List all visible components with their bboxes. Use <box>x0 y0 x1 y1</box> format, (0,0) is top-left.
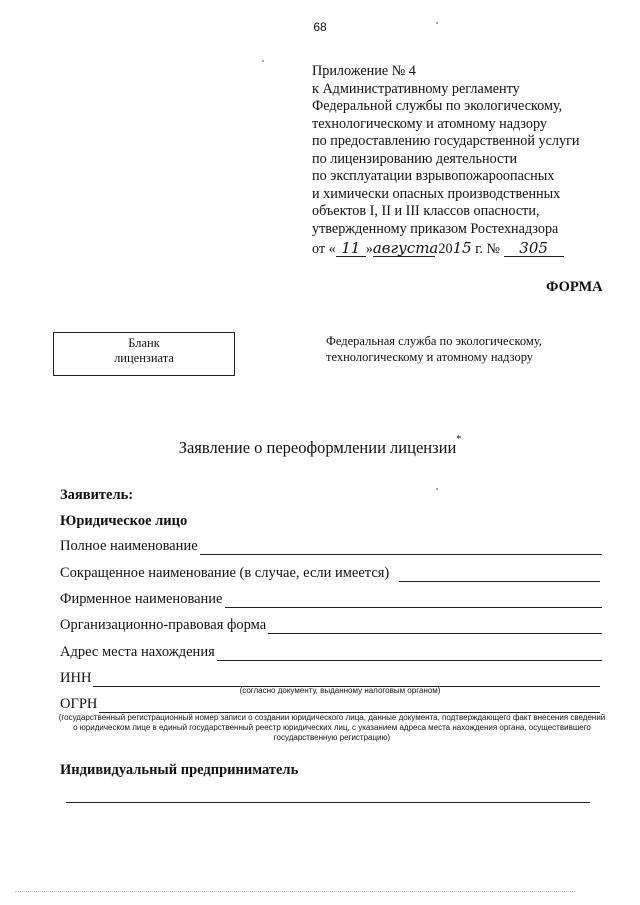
order-year: 15 <box>452 239 472 257</box>
document-title <box>0 434 640 458</box>
inn-field[interactable] <box>60 670 600 687</box>
individual-entrepreneur-label: Индивидуальный предприниматель <box>60 762 299 778</box>
address-label: Адрес места нахождения <box>60 644 215 660</box>
appendix-header <box>312 63 612 259</box>
ogrn-note-line-2: о юридическом лице в единый государственный реестр юридических лиц, с указанием адреса места нахождения органа, осуществившего <box>73 723 591 732</box>
appendix-line: по эксплуатации взрывопожароопасных <box>312 168 555 184</box>
ogrn-note-line-3: государственную регистрацию) <box>273 733 391 742</box>
form-label: ФОРМА <box>546 279 603 295</box>
short-name-label: Сокращенное наименование (в случае, если имеется) <box>60 565 390 581</box>
ogrn-note <box>58 713 606 743</box>
inn-note: (согласно документу, выданному налоговым органом) <box>239 686 441 695</box>
brand-name-label: Фирменное наименование <box>60 591 223 607</box>
legal-form-field[interactable] <box>60 617 602 634</box>
legal-form-line[interactable] <box>268 620 602 634</box>
agency-line-2: технологическому и атомному надзору <box>326 350 534 364</box>
fio-field[interactable] <box>60 789 590 803</box>
date-prefix: от « <box>312 241 336 257</box>
address-field[interactable] <box>60 644 602 661</box>
fio-line[interactable] <box>66 789 590 803</box>
agency-line-1: Федеральная служба по экологическому, <box>326 334 542 348</box>
licensee-letterhead-box <box>53 332 235 376</box>
full-name-field[interactable] <box>60 538 602 555</box>
appendix-line: Федеральной службы по экологическому, <box>312 98 563 114</box>
applicant-label: Заявитель: <box>60 487 134 503</box>
blank-line-2: лицензиата <box>114 351 174 365</box>
ogrn-line[interactable] <box>99 699 600 713</box>
legal-form-label: Организационно-правовая форма <box>60 617 267 633</box>
scan-speck <box>436 488 438 490</box>
ogrn-field[interactable] <box>60 696 600 713</box>
month-separator: » <box>365 241 373 257</box>
title-text: Заявление о переоформлении лицензии <box>178 438 457 457</box>
scan-speck <box>262 60 264 62</box>
ogrn-note-line-1: (государственный регистрационный номер записи о создании юридического лица, данные документа, подтверждающего факт внесения сведений <box>58 713 606 722</box>
appendix-line: объектов I, II и III классов опасности, <box>312 203 540 219</box>
scan-speck <box>436 22 438 24</box>
address-line[interactable] <box>217 647 602 661</box>
ogrn-label: ОГРН <box>60 696 98 712</box>
page-number: 68 <box>313 20 327 34</box>
inn-line[interactable] <box>93 673 600 687</box>
page-bottom-scan-edge <box>15 891 575 892</box>
full-name-line[interactable] <box>200 541 602 555</box>
order-day: 11 <box>336 241 366 257</box>
order-number: 305 <box>504 241 564 257</box>
inn-label: ИНН <box>60 670 92 686</box>
short-name-field[interactable] <box>60 565 600 582</box>
short-name-line[interactable] <box>399 568 600 582</box>
order-month: августа <box>372 239 439 257</box>
brand-name-line[interactable] <box>225 594 603 608</box>
appendix-line: технологическому и атомному надзору <box>312 115 547 132</box>
legal-entity-label: Юридическое лицо <box>60 513 188 529</box>
year-prefix: 20 <box>438 241 453 257</box>
appendix-line: по предоставлению государственной услуги <box>312 133 580 149</box>
brand-name-field[interactable] <box>60 591 602 608</box>
order-date-line <box>312 240 612 259</box>
full-name-label: Полное наименование <box>60 538 198 554</box>
blank-line-1: Бланк <box>128 336 160 350</box>
title-footnote-mark: * <box>456 434 462 445</box>
number-prefix: г. № <box>475 241 501 257</box>
appendix-line: Приложение № 4 <box>312 63 416 79</box>
appendix-line: к Административному регламенту <box>312 80 520 97</box>
agency-name <box>326 333 542 365</box>
appendix-line: по лицензированию деятельности <box>312 150 518 167</box>
appendix-line: утвержденному приказом Ростехнадзора <box>312 220 559 237</box>
appendix-line: и химически опасных производственных <box>312 185 561 202</box>
